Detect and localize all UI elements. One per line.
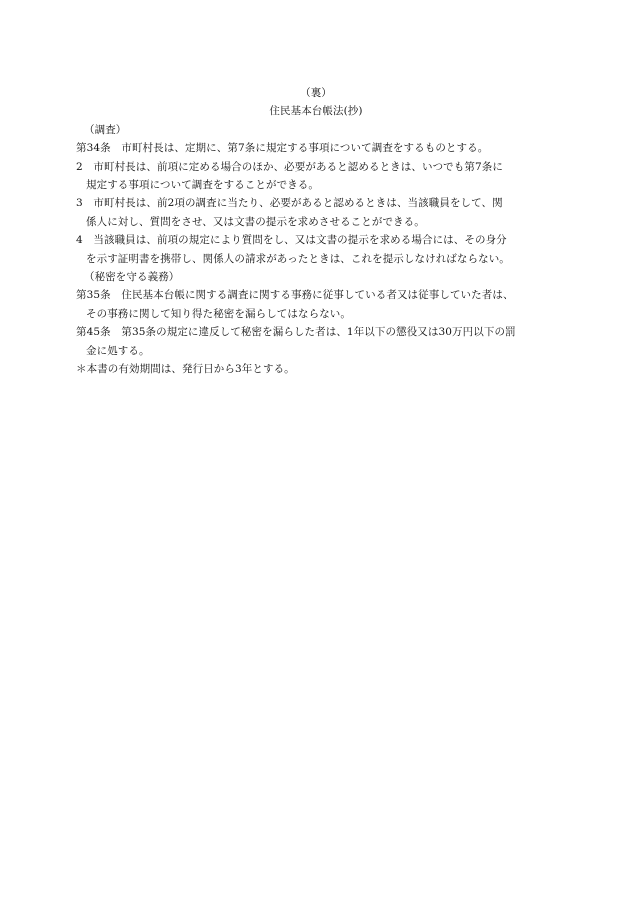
article-34-paragraph-3-continued: 係人に対し、質問をさせ、又は文書の提示を求めさせることができる。 — [86, 215, 425, 228]
article-34-paragraph-2: 2 市町村長は、前項に定める場合のほか、必要があると認めるときは、いつでも第7条に — [76, 160, 503, 173]
law-excerpt — [76, 84, 556, 379]
article-34-paragraph-3: 3 市町村長は、前2項の調査に当たり、必要があると認めるときは、当該職員をして、関 — [76, 197, 503, 210]
section-heading-confidentiality: （秘密を守る義務） — [84, 271, 180, 284]
validity-note: ＊本書の有効期間は、発行日から3年とする。 — [76, 363, 295, 376]
article-35-continued: その事務に関して知り得た秘密を漏らしてはならない。 — [86, 307, 351, 320]
article-45-continued: 金に処する。 — [86, 344, 150, 357]
article-45: 第45条 第35条の規定に違反して秘密を漏らした者は、1年以下の懲役又は30万円以下の罰 — [76, 326, 516, 339]
article-34-paragraph-4: 4 当該職員は、前項の規定により質問をし、又は文書の提示を求める場合には、その身分 — [76, 234, 507, 247]
document-title: 住民基本台帳法(抄) — [269, 105, 363, 118]
article-34-paragraph-4-continued: を示す証明書を携帯し、関係人の請求があったときは、これを提示しなければならない。 — [86, 252, 510, 265]
back-side-label: （裏） — [300, 87, 332, 99]
article-35: 第35条 住民基本台帳に関する調査に関する事務に従事している者又は従事していた者は、 — [76, 289, 514, 302]
article-34-paragraph-2-continued: 規定する事項について調査をすることができる。 — [86, 179, 319, 192]
section-heading-investigation: （調査） — [84, 123, 127, 136]
article-34: 第34条 市町村長は、定期に、第7条に規定する事項について調査をするものとする。 — [76, 142, 489, 155]
